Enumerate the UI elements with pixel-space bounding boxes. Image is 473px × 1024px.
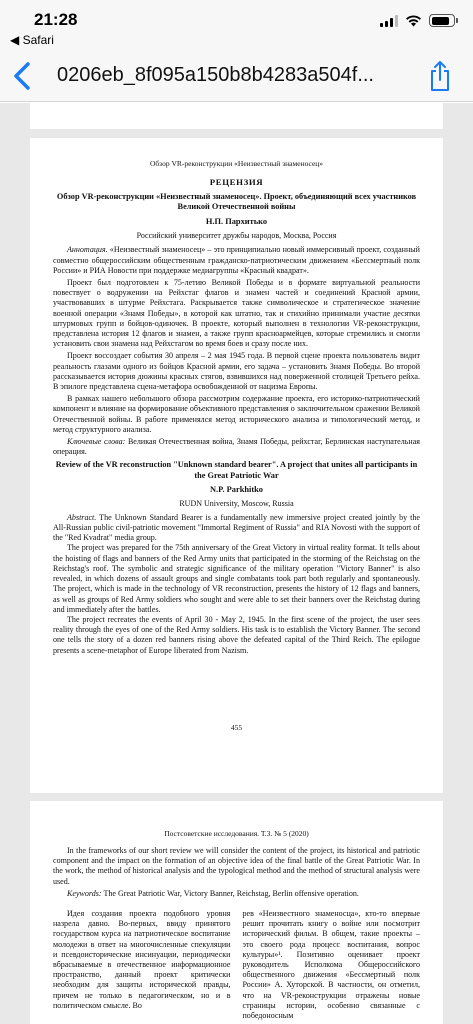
column-right: рев «Неизвестного знаменосца», кто-то впервые решит прочитать книгу о войне или посмотрит исторический фильм. В общем, такие проекты – это своего рода процесс воспитания, вопрос культуры»¹. Позитивно оценивает проект руководитель Исполкома Общероссийского общественного движения «Бессмертный полк России» А. Хуторской. В частности, он отметил, что на VR-реконструкции отражены новые страницы истории, особенно связанные с победоносным <box>242 909 420 1021</box>
cellular-signal-icon <box>380 15 398 27</box>
article-title-ru: Обзор VR-реконструкции «Неизвестный знаменосец». Проект, объединяющий всех участников Великой Отечественной войны <box>56 192 417 212</box>
next-page <box>30 801 443 1024</box>
annotation-ru <box>53 245 420 276</box>
author-en: N.P. Parkhitko <box>210 484 263 494</box>
navigation-bar <box>0 52 473 102</box>
affiliation-ru: Российский университет дружбы народов, Москва, Россия <box>136 231 337 241</box>
annotation-text: «Неизвестный знаменосец» – это принципиально новый иммерсивный проект, созданный совместно общероссийским общественным гражданско-патриотическим движением «Бессмертный полк России» и РИА Новости при поддержке медиагруппы «Красный квадрат». <box>53 245 420 275</box>
running-head: Обзор VR-реконструкции «Неизвестный знаменосец» <box>149 159 324 168</box>
paragraph: The project was prepared for the 75th anniversary of the Great Victory in virtual reality format. It tells about the hoisting of flags and banners of the Red Army units that participated in the storming of the Reichstag on the Reichstag's roof. The symbolic and strategic significance of the military operation "Victory Banner" is also revealed, in which dozens of assault groups and single combatants took part both regularly and spontaneously. The project, which is made in the technology of VR reconstruction, presents the history of 12 flags and banners, as well as groups of Red Army soldiers who sought and were able to set their banners over the Reichstag during and immediately after the battles. <box>53 543 420 614</box>
keywords-label: Ключевые слова: <box>67 437 126 447</box>
wifi-icon <box>405 14 422 27</box>
battery-icon <box>429 14 455 27</box>
running-head: Постсоветские исследования. Т.3. № 5 (2020) <box>164 829 309 838</box>
pdf-viewer[interactable] <box>0 103 473 1024</box>
paragraph: Проект был подготовлен к 75-летию Великой Победы и в формате виртуальной реальности повествует о водружении на Рейхстаг флагов и знамен частей и соединений Красной армии, участвовавших в штурме Рейхстага. Раскрывается также символическое и стратегическое значение военной операции «Знамя Победы», в которой как штатно, так и стихийно принимали участие десятки штурмовых групп и бойцов-одиночек. В проекте, который выполнен в технологии VR-реконструкции, представлена история 12 флагов и знамен, а также групп красноармейцев, которые стремились и смогли установить свои знамена над Рейхстагом во время боев и сразу после них. <box>53 278 420 349</box>
two-column-body <box>53 909 420 1021</box>
paragraph: Проект воссоздает события 30 апреля – 2 мая 1945 года. В первой сцене проекта пользователь видит реальность глазами одного из бойцов Красной армии, его задача – установить Знамя Победы. Во второй рассказывается история дюжины красных стягов, взвившихся над поверженной столицей Третьего рейха. В эпилоге представлена сцена-метафора освобожденной от нацизма Европы. <box>53 351 420 392</box>
status-icons <box>380 14 455 27</box>
keywords-text: Великая Отечественная война, Знамя Победы, рейхстаг, Берлинская наступательная операция. <box>53 437 420 457</box>
share-icon[interactable] <box>427 60 453 92</box>
keywords-ru <box>53 437 420 457</box>
back-chevron-icon[interactable] <box>8 58 38 94</box>
status-bar <box>0 0 473 52</box>
page-number: 455 <box>230 723 243 732</box>
page-455 <box>30 138 443 793</box>
author-ru: Н.П. Пархитько <box>205 217 268 227</box>
keywords-label: Keywords: <box>67 888 102 898</box>
article-title-en: Review of the VR reconstruction "Unknown standard bearer". A project that unites all participants in the Great Patriotic War <box>55 460 418 480</box>
column-left: Идея создания проекта подобного уровня назрела давно. Во-первых, ввиду принятого государством курса на патриотическое воспитание молодежи в ответ на многочисленные спекуляции и псевдоисторические инсинуации, периодически вбрасываемые в отечественное информационное пространство, данный проект критически необходим для защиты исторической правды, причем не только в педагогическом, но и в политическом смысле. Во <box>53 909 231 1010</box>
document-title: 0206eb_8f095a150b8b4283a504f... <box>57 64 374 86</box>
previous-page <box>30 103 443 129</box>
section-heading: РЕЦЕНЗИЯ <box>209 177 264 187</box>
back-to-safari-link[interactable]: ◀ Safari <box>10 33 54 47</box>
keywords-text: The Great Patriotic War, Victory Banner, Reichstag, Berlin offensive operation. <box>103 888 359 898</box>
abstract-en <box>53 513 420 544</box>
paragraph: В рамках нашего небольшого обзора рассмотрим содержание проекта, его историко-патриотический компонент и влияние на формирование объективного представления о заключительном сражении Великой Отечественной войны. В работе применялся метод исторического анализа и типологический метод, и метод структурного анализа. <box>53 394 420 434</box>
keywords-en <box>53 889 420 899</box>
status-time: 21:28 <box>34 10 78 29</box>
paragraph: In the frameworks of our short review we will consider the content of the project, its historical and patriotic component and the impact on the formation of an objective idea of the final battle of the Great Patriotic War. In the work, the method of historical analysis and the typological method and the method of structural analysis were used. <box>53 846 420 886</box>
annotation-label: Аннотация. <box>67 245 108 255</box>
abstract-text: The Unknown Standard Bearer is a fundamentally new immersive project created jointly by the All-Russian public civil-patriotic movement "Immortal Regiment of Russia" and RIA Novosti with the support of the "Red Kvadrat" media group. <box>53 512 420 543</box>
affiliation-en: RUDN University, Moscow, Russia <box>179 498 294 508</box>
paragraph: The project recreates the events of April 30 - May 2, 1945. In the first scene of the project, the user sees reality through the eyes of one of the Red Army soldiers. His task is to establish the Victory Banner. The second one tells the story of a dozen red banners rising above the defeated capital of the Third Reich. The epilogue presents a scene-metaphor of Europe liberated from Nazism. <box>53 614 420 655</box>
abstract-label: Abstract. <box>67 512 97 522</box>
